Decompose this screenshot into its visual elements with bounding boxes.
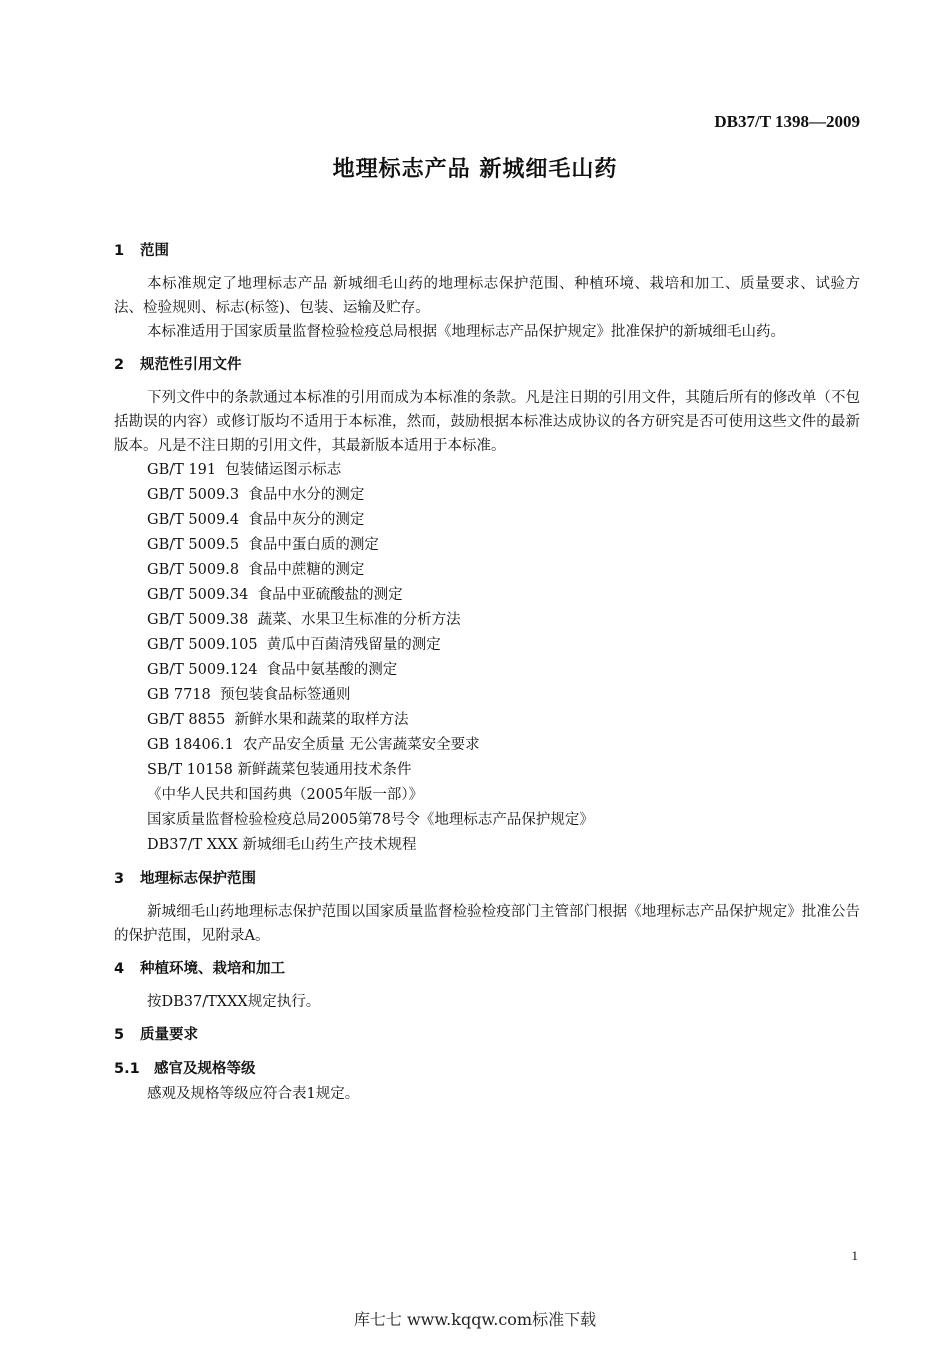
reference-item: GB/T 5009.38 蔬菜、水果卫生标准的分析方法 <box>147 612 461 628</box>
reference-item: SB/T 10158 新鲜蔬菜包装通用技术条件 <box>147 762 412 778</box>
reference-item: GB/T 5009.5 食品中蛋白质的测定 <box>147 537 379 553</box>
reference-item: GB/T 5009.124 食品中氨基酸的测定 <box>147 662 398 678</box>
section-number: 3 <box>114 871 125 887</box>
section-number: 2 <box>114 357 125 373</box>
section-title: 地理标志保护范围 <box>140 871 256 887</box>
section-title: 质量要求 <box>140 1027 198 1043</box>
reference-item: 国家质量监督检验检疫总局2005第78号令《地理标志产品保护规定》 <box>147 812 594 828</box>
section-1-paragraph-1: 本标准规定了地理标志产品 新城细毛山药的地理标志保护范围、种植环境、栽培和加工、质量要求、试验方法、检验规则、标志(标签)、包装、运输及贮存。 <box>114 276 860 316</box>
page-number: 1 <box>851 1248 858 1263</box>
document-body <box>114 238 860 1106</box>
section-number: 5 <box>114 1027 125 1043</box>
section-number: 4 <box>114 961 125 977</box>
reference-item: GB/T 5009.8 食品中蔗糖的测定 <box>147 562 365 578</box>
section-title: 规范性引用文件 <box>140 357 242 373</box>
reference-item: GB/T 5009.4 食品中灰分的测定 <box>147 512 365 528</box>
reference-item: 《中华人民共和国药典（2005年版一部）》 <box>147 787 424 803</box>
reference-item: DB37/T XXX 新城细毛山药生产技术规程 <box>147 837 417 853</box>
section-title: 感官及规格等级 <box>154 1061 256 1077</box>
section-title: 范围 <box>140 243 169 259</box>
reference-list <box>114 458 860 858</box>
reference-item: GB/T 5009.3 食品中水分的测定 <box>147 487 365 503</box>
section-4-heading <box>114 956 860 982</box>
section-3-paragraph-1: 新城细毛山药地理标志保护范围以国家质量监督检验检疫部门主管部门根据《地理标志产品保护规定》批准公告的保护范围，见附录A。 <box>114 904 860 944</box>
reference-item: GB/T 8855 新鲜水果和蔬菜的取样方法 <box>147 712 409 728</box>
section-1-paragraph-2: 本标准适用于国家质量监督检验检疫总局根据《地理标志产品保护规定》批准保护的新城细毛山药。 <box>147 324 785 340</box>
reference-item: GB/T 5009.34 食品中亚硫酸盐的测定 <box>147 587 403 603</box>
section-5-heading <box>114 1022 860 1048</box>
standard-code: DB37/T 1398—2009 <box>714 112 860 131</box>
footer-watermark: 库七七 www.kqqw.com标准下载 <box>353 1310 597 1329</box>
reference-item: GB 7718 预包装食品标签通则 <box>147 687 351 703</box>
section-2-heading <box>114 352 860 378</box>
section-5-1-heading <box>114 1056 860 1082</box>
section-1-heading <box>114 238 860 264</box>
reference-item: GB/T 191 包装储运图示标志 <box>147 462 342 478</box>
section-5-1-paragraph-1: 感观及规格等级应符合表1规定。 <box>147 1086 360 1102</box>
section-title: 种植环境、栽培和加工 <box>140 961 285 977</box>
section-number: 5.1 <box>114 1061 140 1077</box>
section-number: 1 <box>114 243 125 259</box>
document-title: 地理标志产品 新城细毛山药 <box>332 157 618 182</box>
reference-item: GB/T 5009.105 黄瓜中百菌清残留量的测定 <box>147 637 441 653</box>
section-3-heading <box>114 866 860 892</box>
section-4-paragraph-1: 按DB37/TXXX规定执行。 <box>147 994 321 1010</box>
reference-item: GB 18406.1 农产品安全质量 无公害蔬菜安全要求 <box>147 737 480 753</box>
section-2-paragraph-1: 下列文件中的条款通过本标准的引用而成为本标准的条款。凡是注日期的引用文件，其随后所有的修改单（不包括勘误的内容）或修订版均不适用于本标准，然而，鼓励根据本标准达成协议的各方研究是否可使用这些文件的最新版本。凡是不注日期的引用文件，其最新版本适用于本标准。 <box>114 390 860 454</box>
